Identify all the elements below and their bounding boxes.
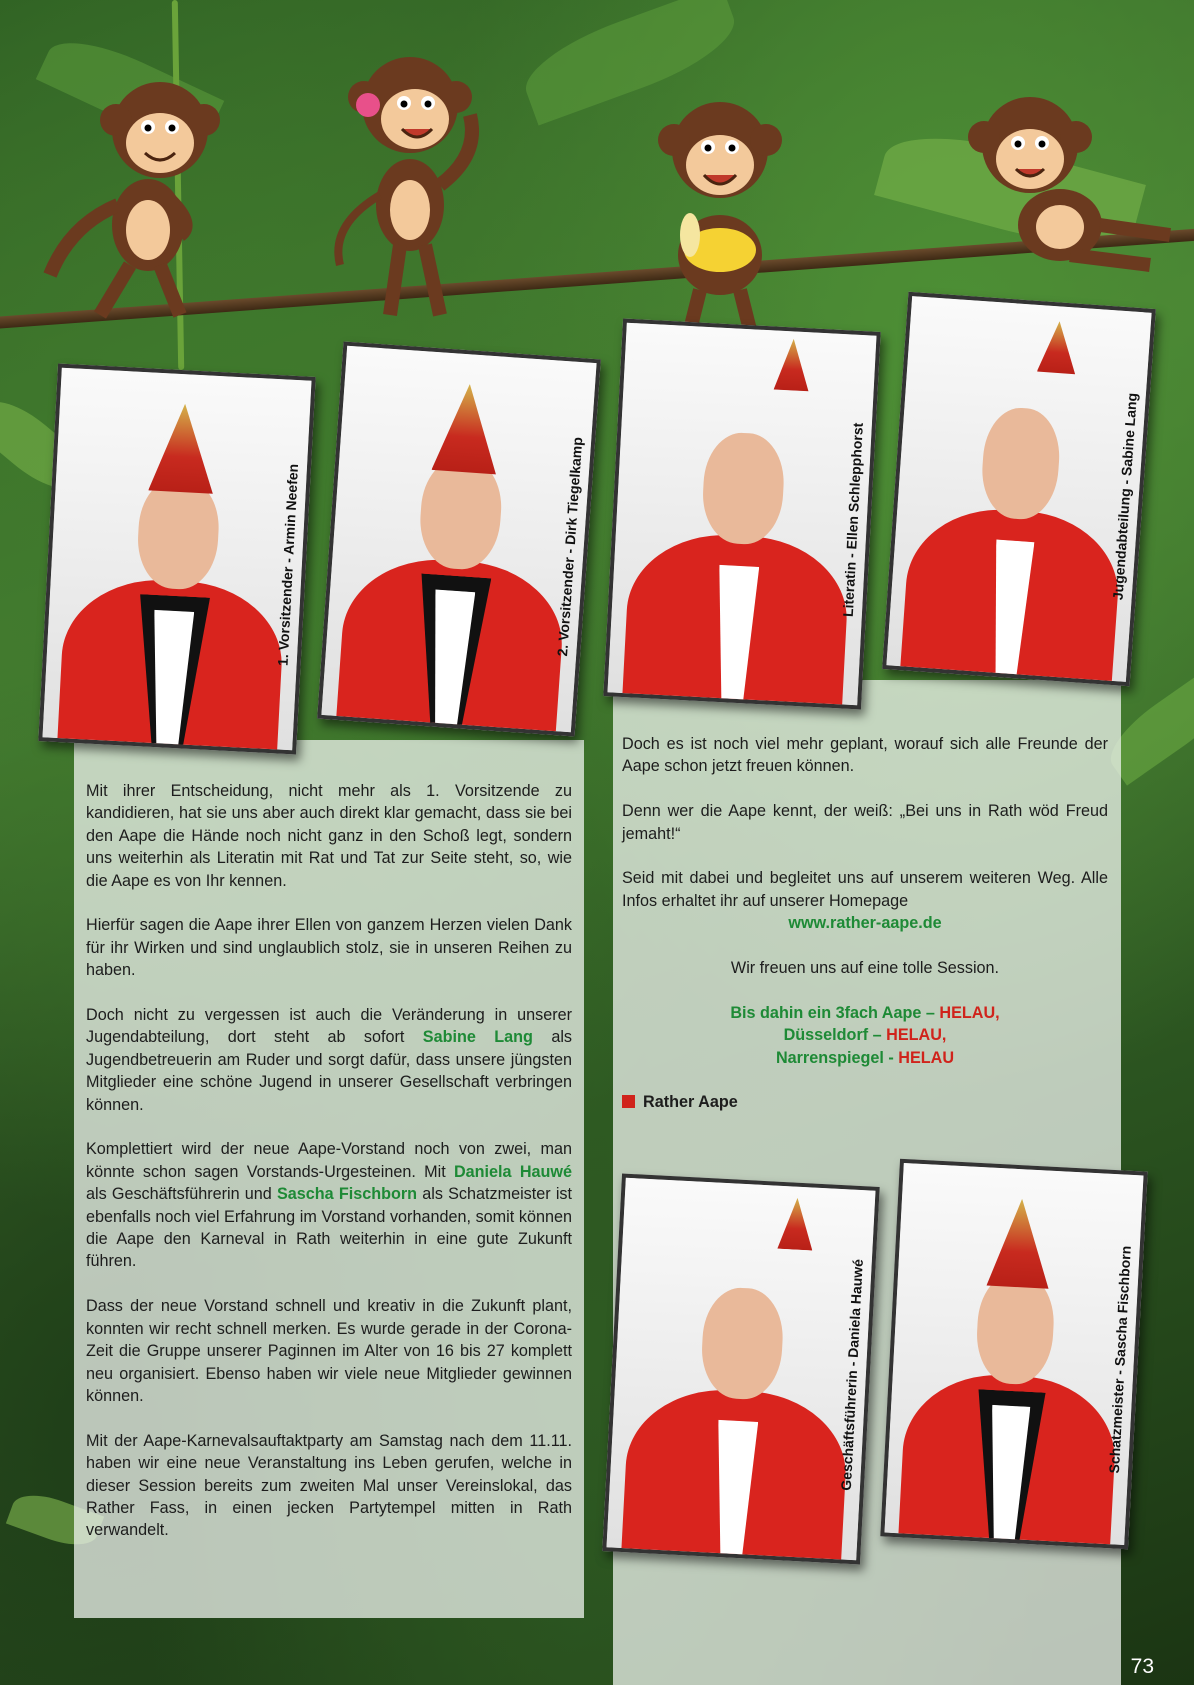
signature [622, 1091, 1108, 1113]
text: Doch nicht zu vergessen ist auch die Veränderung in unserer Jugendabteilung, dort steht ab sofort [86, 1006, 572, 1047]
paragraph: Dass der neue Vorstand schnell und kreativ in die Zukunft plant, konnten wir recht schnell merken. Es wurde gerade in der Corona-Zeit die Gruppe unserer Paginnen im Alter von 16 bis 27 komplett neu organisiert. Ebenso haben wir viele neue Mitglieder gewinnen können. [86, 1297, 572, 1405]
highlighted-name: Sabine Lang [422, 1028, 533, 1047]
photo-caption: 2. Vorsitzender - Dirk Tiegelkamp [554, 436, 586, 657]
cheer-block [622, 1002, 1108, 1069]
paragraph: Wir freuen uns auf eine tolle Session. [730, 959, 1000, 978]
portrait-photo-armin-neefen [38, 364, 315, 755]
homepage-link[interactable]: www.rather-aape.de [788, 914, 942, 933]
paragraph: Hierfür sagen die Aape ihrer Ellen von ganzem Herzen vielen Dank für ihr Wirken und sind unglaublich stolz, sie in unseren Reihen zu haben. [86, 916, 572, 980]
paragraph [86, 1138, 572, 1272]
paragraph: Denn wer die Aape kennt, der weiß: „Bei uns in Rath wöd Freud jemaht!“ [622, 802, 1108, 843]
text: Komplettiert wird der neue Aape-Vorstand noch von zwei, man könnte schon sagen Vorstands-Urgesteinen. Mit [86, 1140, 572, 1181]
homepage-link-paragraph [622, 912, 1108, 934]
paragraph [622, 867, 1108, 912]
cheer-text: Düsseldorf – [783, 1026, 882, 1045]
paragraph: Mit ihrer Entscheidung, nicht mehr als 1. Vorsitzende zu kandidieren, hat sie uns aber auch direkt klar gemacht, dass sie bei den Aape die Hände noch nicht ganz in den Schoß legt, sondern uns weiterhin als Literatin mit Rat und Tat zur Seite steht, so, wie die Aape es von Ihr kennen. [86, 782, 572, 890]
portrait-photo-dirk-tiegelkamp [317, 341, 601, 736]
highlighted-name: Sascha Fischborn [276, 1185, 418, 1204]
cheer-text: Bis dahin ein 3fach Aape – [730, 1003, 935, 1022]
portrait-photo-ellen-schlepphorst [603, 319, 880, 710]
article-column-left [86, 780, 572, 1564]
monkey-illustration [950, 85, 1190, 285]
monkey-illustration [620, 85, 820, 345]
photo-caption: Literatin - Ellen Schlepphorst [839, 422, 866, 618]
cheer-helau: HELAU [898, 1048, 955, 1067]
monkey-illustration [320, 45, 530, 335]
text: Seid mit dabei und begleitet uns auf unserem weiteren Weg. Alle Infos erhaltet ihr auf unserer Homepage [622, 869, 1108, 910]
highlighted-name: Daniela Hauwé [453, 1162, 572, 1181]
article-column-right [622, 733, 1108, 1136]
text: als Schatzmeister ist ebenfalls noch viel Erfahrung im Vorstand vorhanden, somit können die Aape den Karneval in Rath weiterhin in eine gute Zukunft führen. [86, 1185, 573, 1271]
cheer-helau: HELAU, [939, 1003, 1000, 1022]
paragraph [86, 1004, 572, 1116]
portrait-photo-sascha-fischborn [880, 1159, 1147, 1549]
text: als Geschäftsführerin und [86, 1185, 272, 1204]
paragraph: Mit der Aape-Karnevalsauftaktparty am Samstag nach dem 11.11. haben wir eine neue Veranstaltung ins Leben gerufen, welche in dieser Session bereits zum zweiten Mal unser Vereinslokal, das Rather Fass, in einen jecken Partytempel mitten in Rath verwandelt. [86, 1431, 572, 1540]
red-square-icon [622, 1095, 635, 1108]
text: als Jugendbetreuerin am Ruder und sorgt dafür, dass unsere jüngsten Mitglieder eine schöne Jugend in unserer Gesellschaft verbringen können. [86, 1028, 573, 1114]
photo-caption: Jugendabteilung - Sabine Lang [1109, 392, 1140, 601]
photo-caption: Geschäftsführerin - Daniela Hauwé [837, 1258, 866, 1491]
signature-text: Rather Aape [643, 1093, 738, 1112]
portrait-photo-sabine-lang [882, 292, 1156, 686]
photo-caption: 1. Vorsitzender - Armin Neefen [274, 463, 302, 667]
page-number: 73 [1130, 1655, 1154, 1678]
monkey-illustration [30, 75, 240, 325]
cheer-text: Narrenspiegel - [775, 1048, 894, 1067]
portrait-photo-daniela-hauwe [602, 1174, 879, 1565]
photo-caption: Schatzmeister - Sascha Fischborn [1105, 1245, 1134, 1474]
paragraph: Doch es ist noch viel mehr geplant, worauf sich alle Freunde der Aape schon jetzt freuen können. [622, 735, 1108, 776]
cheer-helau: HELAU, [886, 1026, 947, 1045]
